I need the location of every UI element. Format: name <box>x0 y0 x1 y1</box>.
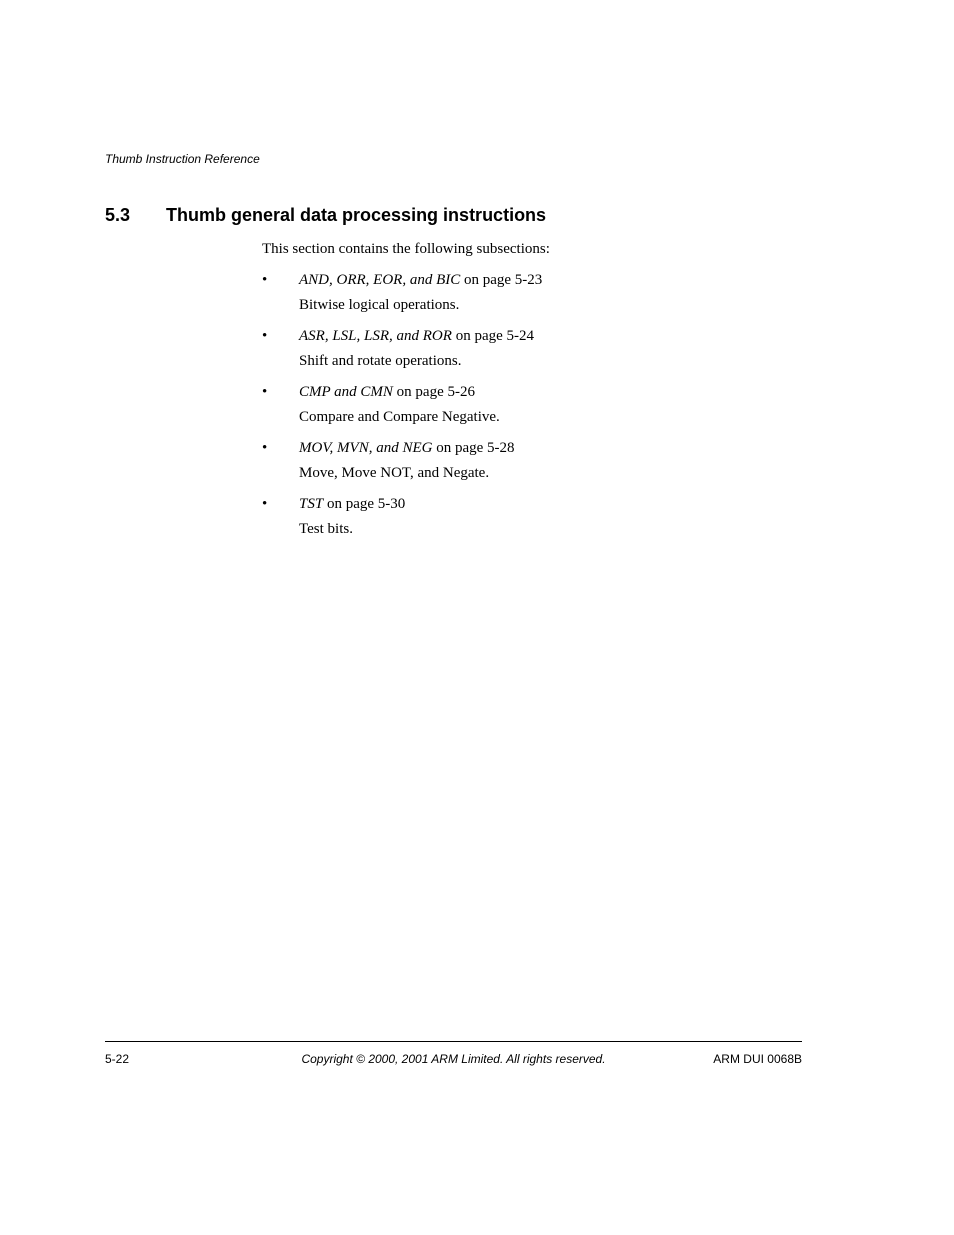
subsection-ref-title: MOV, MVN, and NEG <box>299 440 433 456</box>
subsection-list <box>262 270 542 550</box>
subsection-ref-title: TST <box>299 496 324 512</box>
list-item <box>262 438 542 488</box>
list-item <box>262 494 542 544</box>
subsection-link[interactable] <box>299 440 515 456</box>
subsection-description: Bitwise logical operations. <box>299 297 460 313</box>
subsection-page-ref: on page 5-26 <box>392 384 475 400</box>
footer-copyright: Copyright © 2000, 2001 ARM Limited. All rights reserved. <box>301 1052 606 1066</box>
subsection-description: Shift and rotate operations. <box>299 353 462 369</box>
list-item <box>262 270 542 320</box>
subsection-description: Compare and Compare Negative. <box>299 409 500 425</box>
bullet-icon: • <box>262 496 268 512</box>
subsection-link[interactable] <box>299 496 405 512</box>
list-item <box>262 326 542 376</box>
section-title: Thumb general data processing instructions <box>166 205 547 225</box>
subsection-page-ref: on page 5-30 <box>323 496 406 512</box>
bullet-icon: • <box>262 328 268 344</box>
bullet-icon: • <box>262 384 268 400</box>
list-item <box>262 382 542 432</box>
subsection-ref-title: ASR, LSL, LSR, and ROR <box>299 328 452 344</box>
subsection-link[interactable] <box>299 272 542 288</box>
bullet-icon: • <box>262 440 268 456</box>
subsection-page-ref: on page 5-24 <box>451 328 534 344</box>
subsection-ref-title: AND, ORR, EOR, and BIC <box>299 272 461 288</box>
section-intro: This section contains the following subsections: <box>262 241 550 257</box>
subsection-link[interactable] <box>299 384 475 400</box>
subsection-description: Move, Move NOT, and Negate. <box>299 465 490 481</box>
footer-divider <box>105 1041 802 1042</box>
subsection-page-ref: on page 5-23 <box>460 272 543 288</box>
subsection-link[interactable] <box>299 328 534 344</box>
section-heading <box>105 203 546 227</box>
bullet-icon: • <box>262 272 268 288</box>
running-header: Thumb Instruction Reference <box>105 152 260 166</box>
section-number: 5.3 <box>105 205 131 225</box>
subsection-description: Test bits. <box>299 521 353 537</box>
subsection-page-ref: on page 5-28 <box>432 440 515 456</box>
subsection-ref-title: CMP and CMN <box>299 384 393 400</box>
footer-doc-id: ARM DUI 0068B <box>713 1052 802 1066</box>
footer-page-number: 5-22 <box>105 1052 130 1066</box>
